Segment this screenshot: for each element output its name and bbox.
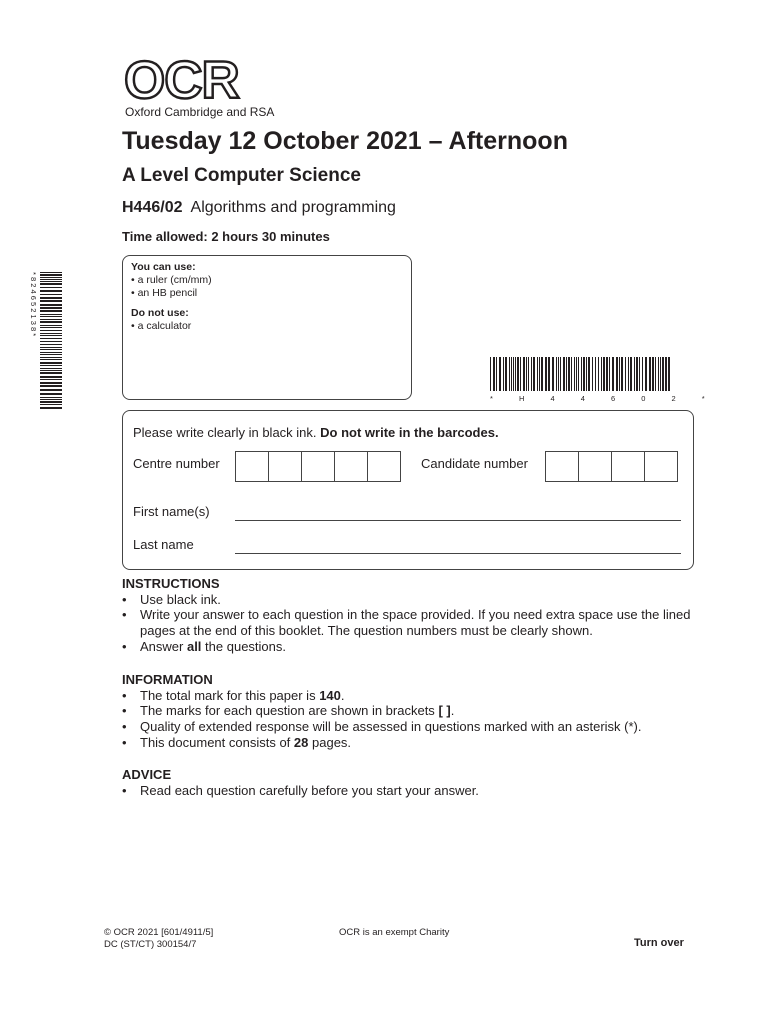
- barcode-bar: [571, 357, 572, 391]
- candidate-digit-box[interactable]: [578, 451, 612, 482]
- barcode-bar: [40, 277, 62, 278]
- barcode-bar: [40, 300, 62, 302]
- barcode-bar: [513, 357, 514, 391]
- barcode-bar: [40, 352, 62, 353]
- barcode-bar: [586, 357, 587, 391]
- barcode-bar: [660, 357, 661, 391]
- barcode-bar: [40, 407, 62, 409]
- barcode-bar: [40, 319, 62, 320]
- barcode-bar: [40, 365, 62, 366]
- barcode-bar: [505, 357, 507, 391]
- barcode-bar: [40, 359, 62, 360]
- barcode-bar: [523, 357, 525, 391]
- barcode-bar: [496, 357, 497, 391]
- qualification-title: A Level Computer Science: [122, 165, 361, 186]
- barcode-bar: [616, 357, 618, 391]
- advice-title: ADVICE: [122, 767, 172, 782]
- page-count: 28: [293, 734, 309, 750]
- instructions-title: INSTRUCTIONS: [122, 576, 220, 591]
- barcode-bar: [649, 357, 651, 391]
- barcode-bar: [619, 357, 620, 391]
- barcode-bar: [563, 357, 565, 391]
- instruction-item: • Use black ink.: [122, 592, 702, 608]
- barcode-bar: [545, 357, 547, 391]
- barcode-bar: [40, 382, 62, 384]
- barcode-bar: [40, 333, 62, 334]
- barcode-bar: [40, 376, 62, 378]
- barcode-bar: [40, 321, 62, 323]
- main-barcode-digits: * H 4 4 6 0 2 *: [490, 394, 717, 403]
- information-item: • This document consists of 28 pages.: [122, 735, 702, 751]
- paper-line: [122, 199, 396, 217]
- barcode-bar: [511, 357, 512, 391]
- barcode-bar: [493, 357, 495, 391]
- barcode-bar: [40, 389, 62, 391]
- barcode-bar: [658, 357, 659, 391]
- advice-item: • Read each question carefully before you start your answer.: [122, 783, 702, 799]
- side-barcode: [26, 270, 64, 410]
- barcode-bar: [509, 357, 510, 391]
- centre-digit-box[interactable]: [268, 451, 302, 482]
- barcode-bar: [601, 357, 602, 391]
- barcode-bar: [40, 404, 62, 405]
- paper-title: Algorithms and programming: [190, 199, 396, 216]
- barcode-bar: [40, 310, 62, 312]
- barcode-bar: [576, 357, 577, 391]
- barcode-bar: [490, 357, 491, 391]
- barcode-bar: [592, 357, 593, 391]
- barcode-bar: [40, 338, 62, 339]
- materials-box: [122, 255, 412, 400]
- barcode-bar: [40, 316, 62, 317]
- side-barcode-digits: * 8 2 4 6 5 2 1 3 8 *: [29, 272, 38, 337]
- barcode-bar: [603, 357, 605, 391]
- total-mark: 140: [319, 687, 341, 703]
- side-barcode-bars: [40, 272, 62, 409]
- document-code: DC (ST/CT) 300154/7: [104, 939, 197, 950]
- barcode-bar: [40, 274, 62, 276]
- candidate-details-box: [122, 410, 694, 570]
- information-title: INFORMATION: [122, 672, 213, 687]
- barcode-bar: [40, 281, 62, 282]
- barcode-bar: [552, 357, 554, 391]
- barcode-bar: [40, 372, 62, 374]
- barcode-bar: [628, 357, 629, 391]
- barcode-bar: [520, 357, 521, 391]
- instructions-section: [122, 576, 702, 655]
- cannot-use-item: • a calculator: [131, 320, 192, 332]
- barcode-bar: [515, 357, 516, 391]
- barcode-bar: [526, 357, 527, 391]
- centre-digit-box[interactable]: [235, 451, 269, 482]
- barcode-bar: [40, 397, 62, 398]
- barcode-bar: [548, 357, 550, 391]
- instruction-item: • Answer all the questions.: [122, 639, 702, 655]
- barcode-bar: [598, 357, 599, 391]
- barcode-bar: [40, 368, 62, 369]
- no-barcodes-note: Do not write in the barcodes.: [320, 425, 499, 440]
- information-item: • The total mark for this paper is 140.: [122, 688, 702, 704]
- barcode-bar: [40, 399, 62, 400]
- barcode-bar: [625, 357, 626, 391]
- barcode-bar: [634, 357, 635, 391]
- logo-subtitle: Oxford Cambridge and RSA: [125, 105, 275, 119]
- candidate-digit-box[interactable]: [611, 451, 645, 482]
- barcode-bar: [40, 357, 62, 358]
- can-use-item: • a ruler (cm/mm): [131, 274, 212, 286]
- barcode-bar: [560, 357, 561, 391]
- information-section: [122, 672, 702, 751]
- paper-code: H446/02: [122, 199, 183, 216]
- barcode-bar: [541, 357, 543, 391]
- candidate-number-field[interactable]: [545, 451, 677, 482]
- barcode-bar: [645, 357, 647, 391]
- barcode-bar: [40, 283, 62, 285]
- barcode-bar: [574, 357, 575, 391]
- main-barcode-bars: [490, 357, 670, 391]
- barcode-bar: [517, 357, 519, 391]
- barcode-bar: [40, 304, 62, 306]
- barcode-bar: [40, 393, 62, 395]
- barcode-bar: [40, 325, 62, 326]
- barcode-bar: [40, 401, 62, 403]
- barcode-bar: [499, 357, 501, 391]
- barcode-bar: [40, 379, 62, 380]
- barcode-bar: [40, 347, 62, 348]
- barcode-bar: [40, 385, 62, 387]
- first-name-label: First name(s): [133, 504, 210, 519]
- barcode-bar: [662, 357, 664, 391]
- barcode-bar: [531, 357, 532, 391]
- barcode-bar: [40, 362, 62, 364]
- barcode-bar: [503, 357, 504, 391]
- barcode-bar: [630, 357, 632, 391]
- barcode-bar: [568, 357, 570, 391]
- brackets-symbol: [ ]: [438, 703, 451, 719]
- barcode-bar: [581, 357, 582, 391]
- centre-number-label: Centre number: [133, 456, 220, 471]
- barcode-bar: [583, 357, 585, 391]
- candidate-number-label: Candidate number: [421, 456, 528, 471]
- barcode-bar: [40, 335, 62, 336]
- barcode-bar: [655, 357, 656, 391]
- can-use-item: • an HB pencil: [131, 287, 198, 299]
- barcode-bar: [537, 357, 538, 391]
- barcode-bar: [40, 344, 62, 345]
- barcode-bar: [40, 314, 62, 315]
- candidate-digit-box[interactable]: [644, 451, 678, 482]
- barcode-bar: [636, 357, 638, 391]
- ocr-logo: OCR: [124, 51, 239, 110]
- barcode-bar: [578, 357, 579, 391]
- centre-digit-box[interactable]: [334, 451, 368, 482]
- barcode-bar: [539, 357, 540, 391]
- barcode-bar: [40, 349, 62, 350]
- barcode-bar: [609, 357, 610, 391]
- centre-number-field[interactable]: [235, 451, 400, 482]
- centre-digit-box[interactable]: [367, 451, 401, 482]
- barcode-bar: [621, 357, 623, 391]
- barcode-bar: [639, 357, 640, 391]
- barcode-bar: [40, 297, 62, 299]
- barcode-bar: [533, 357, 535, 391]
- barcode-bar: [40, 327, 62, 328]
- last-name-label: Last name: [133, 537, 194, 552]
- advice-section: [122, 767, 702, 798]
- time-allowed: Time allowed: 2 hours 30 minutes: [122, 229, 330, 244]
- cannot-use-heading: Do not use:: [131, 307, 189, 319]
- barcode-bar: [556, 357, 557, 391]
- barcode-bar: [40, 287, 62, 288]
- barcode-bar: [40, 290, 62, 292]
- barcode-bar: [566, 357, 567, 391]
- turn-over-label: Turn over: [634, 937, 684, 949]
- barcode-bar: [612, 357, 614, 391]
- barcode-bar: [40, 330, 62, 331]
- exam-date: Tuesday 12 October 2021 – Afternoon: [122, 127, 568, 155]
- barcode-bar: [588, 357, 590, 391]
- barcode-bar: [558, 357, 559, 391]
- barcode-bar: [528, 357, 529, 391]
- barcode-bar: [668, 357, 670, 391]
- barcode-bar: [40, 354, 62, 355]
- barcode-bar: [642, 357, 643, 391]
- barcode-bar: [595, 357, 596, 391]
- barcode-bar: [40, 307, 62, 309]
- centre-digit-box[interactable]: [301, 451, 335, 482]
- barcode-bar: [665, 357, 667, 391]
- barcode-bar: [606, 357, 608, 391]
- instruction-item: • Write your answer to each question in the space provided. If you need extra space use the lined pages at the end of this booklet. The question numbers must be clearly shown.: [122, 607, 702, 638]
- barcode-bar: [40, 279, 62, 280]
- barcode-bar: [40, 294, 62, 295]
- information-item: • The marks for each question are shown in brackets [ ].: [122, 703, 702, 719]
- candidate-digit-box[interactable]: [545, 451, 579, 482]
- barcode-bar: [40, 272, 62, 273]
- first-name-field[interactable]: [235, 520, 681, 521]
- charity-note: OCR is an exempt Charity: [339, 927, 450, 938]
- barcode-bar: [652, 357, 654, 391]
- copyright-text: © OCR 2021 [601/4911/5]: [104, 927, 214, 938]
- footer-left: [104, 927, 213, 951]
- information-item: • Quality of extended response will be assessed in questions marked with an asterisk (*).: [122, 719, 702, 735]
- write-clearly-note: Please write clearly in black ink. Do not write in the barcodes.: [133, 425, 499, 440]
- last-name-field[interactable]: [235, 553, 681, 554]
- barcode-bar: [40, 370, 62, 371]
- barcode-bar: [40, 341, 62, 342]
- can-use-heading: You can use:: [131, 261, 196, 273]
- main-barcode: [488, 355, 717, 403]
